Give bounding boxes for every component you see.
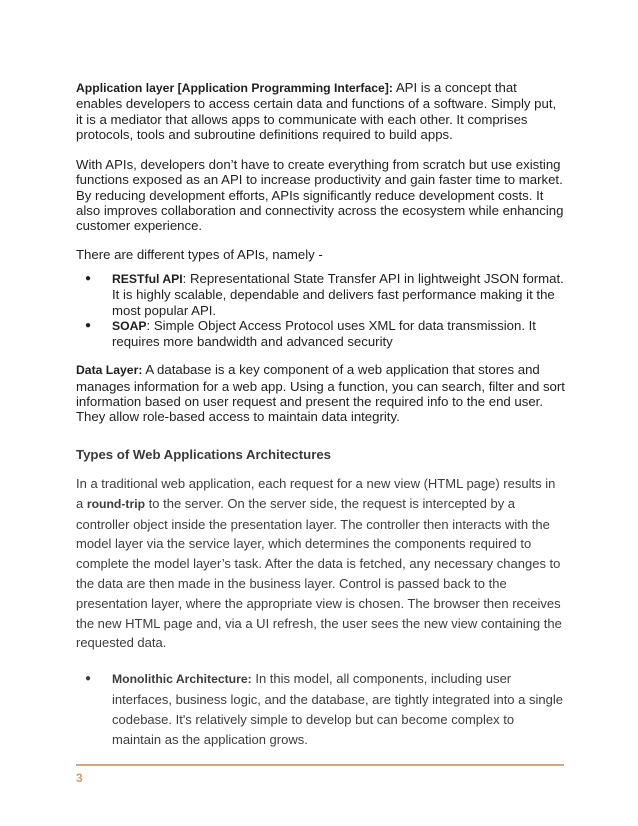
- api-types-intro: There are different types of APIs, namely -: [76, 246, 323, 262]
- restful-api-text: : Representational State Transfer API in lightweight JSON format. It is highly scalable, dependable and delivers fast performance making it the most popular API.: [112, 270, 564, 318]
- section-heading: Types of Web Applications Architectures: [76, 446, 332, 462]
- page-content: [76, 80, 566, 749]
- traditional-web-app-paragraph: [76, 474, 566, 653]
- api-types-list: [76, 271, 566, 349]
- data-layer-label: Data Layer:: [76, 363, 143, 378]
- round-trip-term: round-trip: [86, 496, 146, 511]
- data-layer-paragraph: [76, 362, 566, 424]
- soap-text: : Simple Object Access Protocol uses XML for data transmission. It requires more bandwidth and advanced security: [112, 317, 536, 350]
- footer-divider: [76, 764, 564, 766]
- monolithic-text: In this model, all components, including user interfaces, business logic, and the database, are tightly integrated into a single codebase. It's relatively simple to develop but can become complex to maintain as the application grows.: [112, 671, 563, 747]
- data-layer-text: A database is a key component of a web application that stores and manages information for a web app. Using a function, you can search, filter and sort information based on user request and present the required info to the end user. They allow role-based access to maintain data integrity.: [76, 362, 565, 425]
- list-item-monolithic: [76, 669, 566, 749]
- restful-api-label: RESTful API: [112, 271, 183, 286]
- architectures-list: [76, 669, 566, 749]
- monolithic-label: Monolithic Architecture:: [112, 672, 252, 687]
- list-item-soap: [76, 318, 566, 350]
- soap-label: SOAP: [112, 318, 147, 333]
- application-layer-text: API is a concept that enables developers to access certain data and functions of a software. Simply put, it is a mediator that allows apps to communicate with each other. It comprises protocols, tools and subroutine definitions required to build apps.: [76, 80, 557, 142]
- application-layer-paragraph: [76, 80, 566, 142]
- traditional-text-before: In a traditional web application, each request for a new view (HTML page) results in a: [76, 475, 556, 511]
- application-layer-label: Application layer [Application Programming Interface]:: [76, 81, 393, 95]
- list-item-restful-api: [76, 271, 566, 318]
- traditional-text-after: to the server. On the server side, the request is intercepted by a controller object inside the presentation layer. The controller then interacts with the model layer via the service layer, which determines the components required to complete the model layer’s task. After the data is fetched, any necessary changes to the data are then made in the business layer. Control is passed back to the presentation layer, where the appropriate view is chosen. The browser then receives the new HTML page and, via a UI refresh, the user sees the new view containing the requested data.: [76, 495, 562, 651]
- page-number: 3: [76, 771, 83, 785]
- apis-benefits-paragraph: With APIs, developers don’t have to create everything from scratch but use existing functions exposed as an API to increase productivity and gain faster time to market. By reducing development efforts, APIs significantly reduce development costs. It also improves collaboration and connectivity across the ecosystem while enhancing customer experience.: [76, 157, 564, 234]
